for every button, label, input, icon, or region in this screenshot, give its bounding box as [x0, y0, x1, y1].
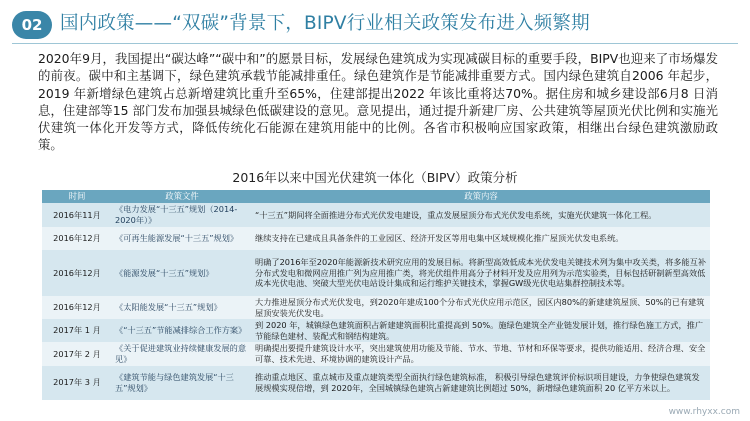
row-policy-content: 到 2020 年，城镇绿色建筑面积占新建建筑面积比重提高到 50%。施绿色建筑全产业链发展计划，推行绿色施工方式，推广节能绿色建材、装配式和钢结构建筑。: [252, 319, 710, 342]
row-time: 2017年 3 月: [42, 366, 112, 400]
header-policy-content: 政策内容: [252, 190, 710, 203]
row-time: 2017年 2 月: [42, 342, 112, 365]
header-policy-document: 政策文件: [112, 190, 252, 203]
row-policy-content: 明确提出要提升建筑设计水平，突出建筑使用功能及节能、节水、节地、节材和环保等要求，提供功能适用、经济合理、安全可靠、技术先进、环境协调的建筑设计产品。: [252, 342, 710, 365]
page-title: 国内政策——“双碳”背景下，BIPV行业相关政策发布进入频繁期: [60, 13, 590, 34]
table-row: [42, 203, 710, 227]
row-time: 2016年11月: [42, 203, 112, 227]
row-policy-document: 《“十三五”节能减排综合工作方案》: [112, 319, 252, 342]
row-policy-content: 继续支持在已建成且具备条件的工业园区、经济开发区等用电集中区域规模化推广屋顶光伏发电系统。: [252, 227, 710, 250]
table-row: [42, 366, 710, 400]
row-policy-document: 《建筑节能与绿色建筑发展“十三五”规划》: [112, 366, 252, 400]
watermark-url: www.rhyxx.com: [668, 407, 740, 417]
table-row: [42, 319, 710, 342]
row-policy-content: 明确了2016年至2020年能源新技术研究应用的发展目标。将新型高效低成本光伏发电关键技术列为集中攻关类，将多能互补分布式发电和微网应用推广列为应用推广类，将光伏组件用高分子材料开发及应用列为示范实验类，目标包括研制新型高效低成本光伏电池、突破大型光伏电站设计集成和运行维护关键技术，掌握GW级光伏电站集群控制技术等。: [252, 250, 710, 296]
section-number-badge: 02: [12, 11, 52, 39]
table-row: [42, 342, 710, 365]
row-policy-content: 推动重点地区、重点城市及重点建筑类型全面执行绿色建筑标准， 积极引导绿色建筑评价标识项目建设，力争使绿色建筑发展规模实现倍增，到 2020年，全国城镇绿色建筑占新建建筑比例超过 50%，新增绿色建筑面积 20 亿平方米以上。: [252, 366, 710, 400]
row-time: 2016年12月: [42, 296, 112, 319]
row-policy-document: 《关于促进建筑业持续健康发展的意见》: [112, 342, 252, 365]
row-time: 2017年 1 月: [42, 319, 112, 342]
header-time: 时间: [42, 190, 112, 203]
intro-paragraph: 2020年9月，我国提出“碳达峰”“碳中和”的愿景目标，发展绿色建筑成为实现减碳目标的重要手段，BIPV也迎来了市场爆发的前夜。碳中和主基调下，绿色建筑承载节能减排重任。绿色建筑作是节能减排重要方式。国内绿色建筑自2006 年起步，2019 年新增绿色建筑占总新增建筑比重升至65%，住建部提出2022 年该比重将达70%。据住房和城乡建设部6月8 日消息，住建部等15 部门发布加强县城绿色低碳建设的意见。意见提出，通过提升新建厂房、公共建筑等屋顶光伏比例和实施光伏建筑一体化开发等方式，降低传统化石能源在建筑用能中的比例。各省市积极响应国家政策，相继出台绿色建筑激励政策。: [38, 51, 718, 153]
row-time: 2016年12月: [42, 227, 112, 250]
table-row: [42, 296, 710, 319]
row-policy-document: 《能源发展“十三五”规划》: [112, 250, 252, 296]
table-row: [42, 250, 710, 296]
row-policy-content: 大力推进屋顶分布式光伏发电，到2020年建成100个分布式光伏应用示范区，园区内80%的新建建筑屋顶、50%的已有建筑屋顶安装光伏发电。: [252, 296, 710, 319]
table-header-row: [42, 190, 710, 203]
row-policy-content: “十三五”期间将全面推进分布式光伏发电建设，重点发展屋顶分布式光伏发电系统，实施光伏建筑一体化工程。: [252, 203, 710, 227]
row-policy-document: 《电力发展“十三五”规划（2014-2020年）》: [112, 203, 252, 227]
table-title: 2016年以来中国光伏建筑一体化（BIPV）政策分析: [232, 170, 518, 185]
table-row: [42, 227, 710, 250]
row-policy-document: 《可再生能源发展“十三五”规划》: [112, 227, 252, 250]
policy-table: [42, 190, 710, 400]
row-time: 2016年12月: [42, 250, 112, 296]
title-divider: [12, 43, 738, 44]
row-policy-document: 《太阳能发展“十三五”规划》: [112, 296, 252, 319]
